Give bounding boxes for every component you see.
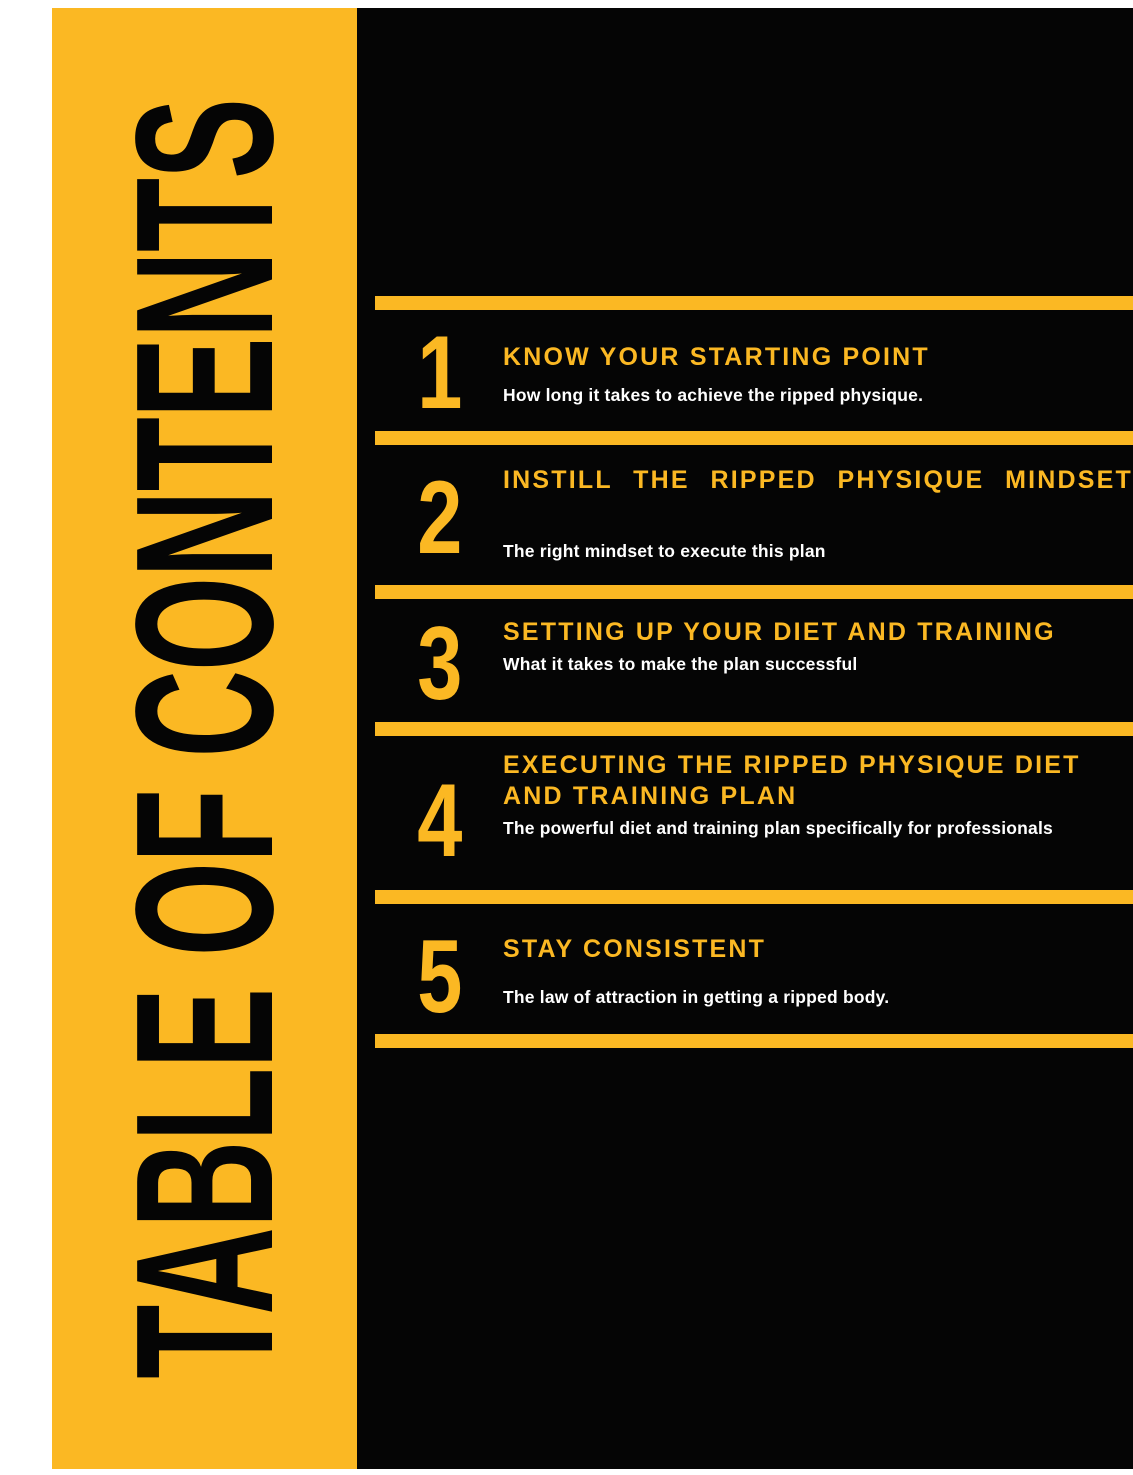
divider <box>375 890 1133 904</box>
entry-body <box>503 742 1133 840</box>
entry-subtitle: The law of attraction in getting a ripped body. <box>503 986 890 1007</box>
list-item[interactable] <box>375 445 1133 585</box>
entry-subtitle: The powerful diet and training plan specifically for professionals <box>503 818 1053 839</box>
entry-body <box>503 910 1133 1008</box>
entry-subtitle: What it takes to make the plan successful <box>503 654 858 675</box>
page-bottom-margin <box>0 1469 1133 1475</box>
title-band <box>52 8 357 1469</box>
entry-title: EXECUTING THE RIPPED PHYSIQUE DIET AND TRAINING PLAN <box>503 750 1081 810</box>
list-item[interactable] <box>375 599 1133 722</box>
entry-subtitle: The right mindset to execute this plan <box>503 541 826 562</box>
list-item[interactable] <box>375 736 1133 890</box>
entry-number: 4 <box>417 762 461 879</box>
page-top-margin <box>0 0 1133 8</box>
contents-list <box>375 296 1133 1048</box>
divider <box>375 722 1133 736</box>
entry-number: 2 <box>417 459 461 576</box>
entry-body <box>503 605 1133 675</box>
divider <box>375 585 1133 599</box>
entry-title: KNOW YOUR STARTING POINT <box>503 343 930 371</box>
page-title: TABLE OF CONTENTS <box>94 98 314 1379</box>
divider <box>375 431 1133 445</box>
entry-number: 5 <box>417 918 461 1035</box>
divider <box>375 1034 1133 1048</box>
entry-subtitle: How long it takes to achieve the ripped physique. <box>503 385 924 406</box>
entry-title: SETTING UP YOUR DIET AND TRAINING <box>503 617 1056 646</box>
entry-body <box>503 316 1133 406</box>
list-item[interactable] <box>375 310 1133 431</box>
page-left-margin <box>0 0 52 1475</box>
list-item[interactable] <box>375 904 1133 1035</box>
entry-body <box>503 451 1133 563</box>
entry-title: STAY CONSISTENT <box>503 934 767 963</box>
entry-title: INSTILL THE RIPPED PHYSIQUE MINDSET <box>503 465 1133 494</box>
entry-number: 3 <box>417 605 461 722</box>
entry-number: 1 <box>417 315 461 431</box>
divider <box>375 296 1133 310</box>
